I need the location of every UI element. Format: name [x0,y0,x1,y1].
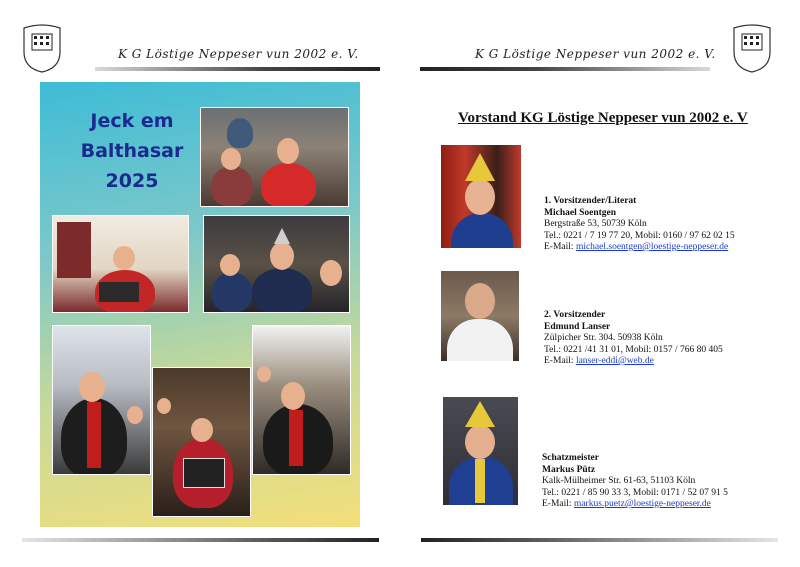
member-phone: Tel.: 0221 /41 31 01, Mobil: 0157 / 766 80 405 [544,344,723,355]
member-phone: Tel.: 0221 / 7 19 77 20, Mobil: 0160 / 97 62 02 15 [544,230,735,241]
member-role: Schatzmeister [542,453,599,463]
poster-photo [52,215,189,313]
member-name: Michael Soentgen [544,207,617,218]
member-email-link[interactable]: markus.puetz@loestige-neppeser.de [573,499,711,509]
member-role: 1. Vorsitzender/Literat [544,196,637,206]
club-crest-icon [730,24,774,74]
member-phone: Tel.: 0221 / 85 90 33 3, Mobil: 0171 / 52 07 91 5 [542,487,728,498]
member-email-row [542,499,728,511]
member-email-row [544,356,723,368]
member-card [544,310,723,368]
member-email-link[interactable]: lanser-eddi@web.de [575,356,654,366]
member-card [544,196,735,254]
poster-title [52,106,212,196]
page-heading: Vorstand KG Löstige Neppeser vun 2002 e. V [458,110,748,126]
email-label: E-Mail: [544,356,576,366]
member-name: Markus Pütz [542,464,596,475]
header-rule-left [95,67,380,71]
club-crest-icon [20,24,64,74]
email-label: E-Mail: [544,242,576,252]
member-role: 2. Vorsitzender [544,310,606,320]
club-logo-right [730,24,774,74]
member-email-link[interactable]: michael.soentgen@loestige-neppeser.de [575,242,729,252]
member-photo [441,145,521,248]
email-label: E-Mail: [542,499,574,509]
header-rule-right [420,67,710,71]
event-poster [40,82,360,527]
member-photo [441,271,519,361]
poster-photo [152,367,251,517]
member-card [542,453,728,511]
footer-rule-right [421,538,778,542]
poster-photo [200,107,349,207]
member-photo [443,397,518,505]
member-name: Edmund Lanser [544,321,611,332]
member-address: Kalk-Mülheimer Str. 61-63, 51103 Köln [542,476,696,486]
footer-rule-left [22,538,379,542]
poster-title-line1: Jeck em [90,110,174,132]
poster-photo [252,325,351,475]
poster-title-line3: 2025 [105,170,159,192]
header-title-right: K G Löstige Neppeser vun 2002 e. V. [475,47,716,61]
poster-title-line2: Balthasar [80,140,184,162]
header-title-left: K G Löstige Neppeser vun 2002 e. V. [118,47,359,61]
poster-photo [52,325,151,475]
member-email-row [544,242,735,254]
poster-photo [203,215,350,313]
member-address: Zülpicher Str. 304. 50938 Köln [544,333,663,343]
member-address: Bergstraße 53, 50739 Köln [544,219,647,229]
club-logo-left [20,24,64,74]
